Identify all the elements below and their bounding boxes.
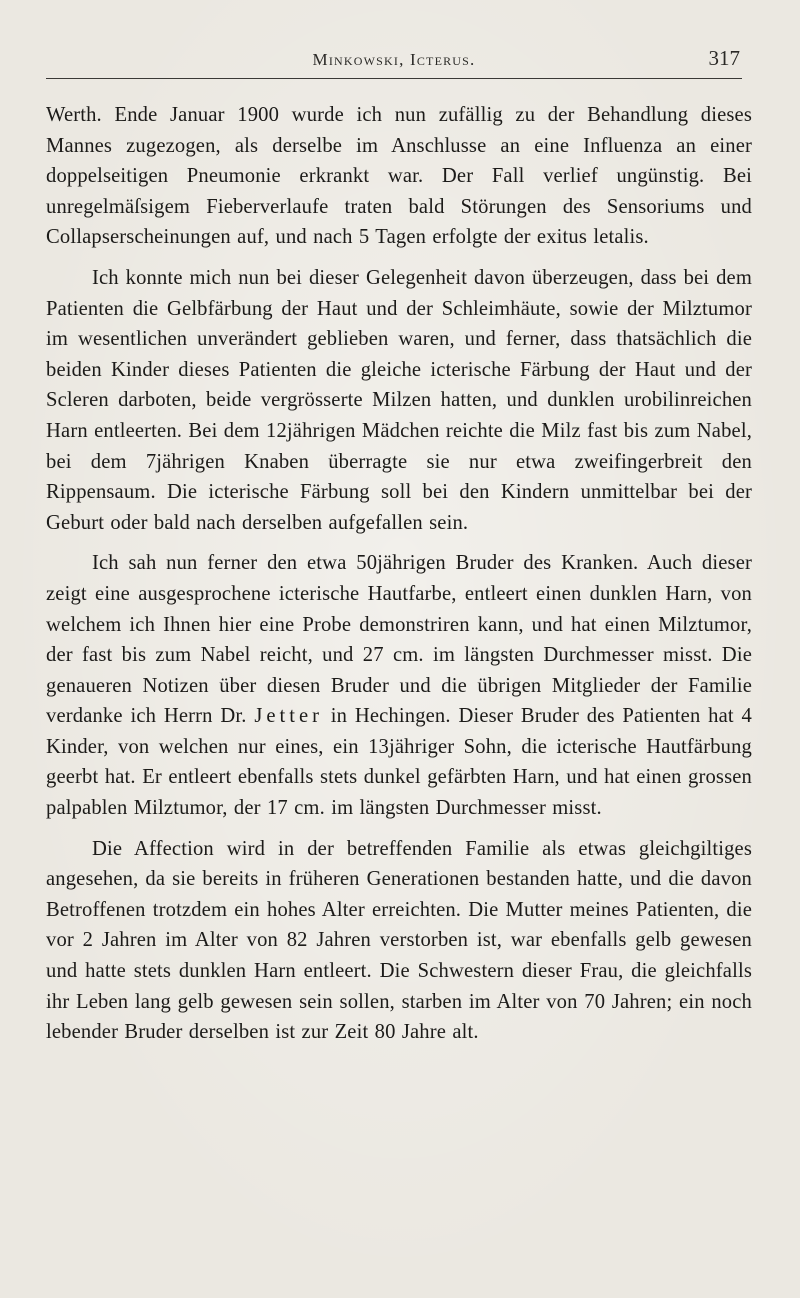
paragraph-4: Die Affection wird in der betreffenden Familie als etwas gleichgiltiges angesehen, da sie bereits in früheren Generationen bestanden hatte, und die davon Betroffenen trotzdem ein hohes Alter erreichten. Die Mutter meines Patienten, die vor 2 Jahren im Alter von 82 Jahren verstorben ist, war ebenfalls gelb gewesen und hatte stets dunklen Harn entleert. Die Schwestern dieser Frau, die gleichfalls ihr Leben lang gelb gewesen sein sollen, starben im Alter von 70 Jahren; ein noch lebender Bruder derselben ist zur Zeit 80 Jahre alt. <box>46 837 752 1044</box>
paragraph-3 <box>46 548 752 823</box>
body-text <box>46 100 752 1058</box>
author-name-jetter: Jetter <box>254 705 323 728</box>
paragraph-3-text-before: Ich sah nun ferner den etwa 50jährigen Bruder des Kranken. Auch dieser zeigt eine ausgesprochene icterische Hautfarbe, entleert einen dunklen Harn, von welchem ich Ihnen hier eine Probe demonstriren kann, und hat einen Milztumor, der fast bis zum Nabel reicht, und 27 cm. im längsten Durchmesser misst. Die genaueren Notizen über diesen Bruder und die übrigen Mitglieder der Familie verdanke ich Herrn Dr. <box>46 552 752 728</box>
paragraph-2: Ich konnte mich nun bei dieser Gelegenheit davon überzeugen, dass bei dem Patienten die Gelbfärbung der Haut und der Schleimhäute, sowie der Milztumor im wesentlichen unverändert geblieben waren, und ferner, dass thatsächlich die beiden Kinder dieses Patienten die gleiche icterische Färbung der Haut und der Scleren darboten, beide vergrösserte Milzen hatten, und dunklen urobilinreichen Harn entleerten. Bei dem 12jährigen Mädchen reichte die Milz fast bis zum Nabel, bei dem 7jährigen Knaben überragte sie nur etwa zweifingerbreit den Rippensaum. Die icterische Färbung soll bei den Kindern unmittelbar bei der Geburt oder bald nach derselben aufgefallen sein. <box>46 266 752 534</box>
running-title: Minkowski, Icterus. <box>312 50 476 69</box>
header-rule <box>46 78 742 79</box>
running-header <box>48 44 740 74</box>
paragraph-3-text-after: in Hechingen. Dieser Bruder des Patienten hat 4 Kinder, von welchen nur eines, ein 13jähriger Sohn, die icterische Hautfärbung geerbt hat. Er entleert ebenfalls stets dunkel gefärbten Harn, und hat einen grossen palpablen Milztumor, der 17 cm. im längsten Durchmesser misst. <box>46 705 752 820</box>
page-number: 317 <box>708 46 740 70</box>
paragraph-1: Werth. Ende Januar 1900 wurde ich nun zufällig zu der Behandlung dieses Mannes zugezogen, als derselbe im Anschlusse an eine Influenza an einer doppelseitigen Pneumonie erkrankt war. Der Fall verlief ungünstig. Bei unregelmäſsigem Fieberverlaufe traten bald Störungen des Sensoriums und Collapserscheinungen auf, und nach 5 Tagen erfolgte der exitus letalis. <box>46 104 752 249</box>
